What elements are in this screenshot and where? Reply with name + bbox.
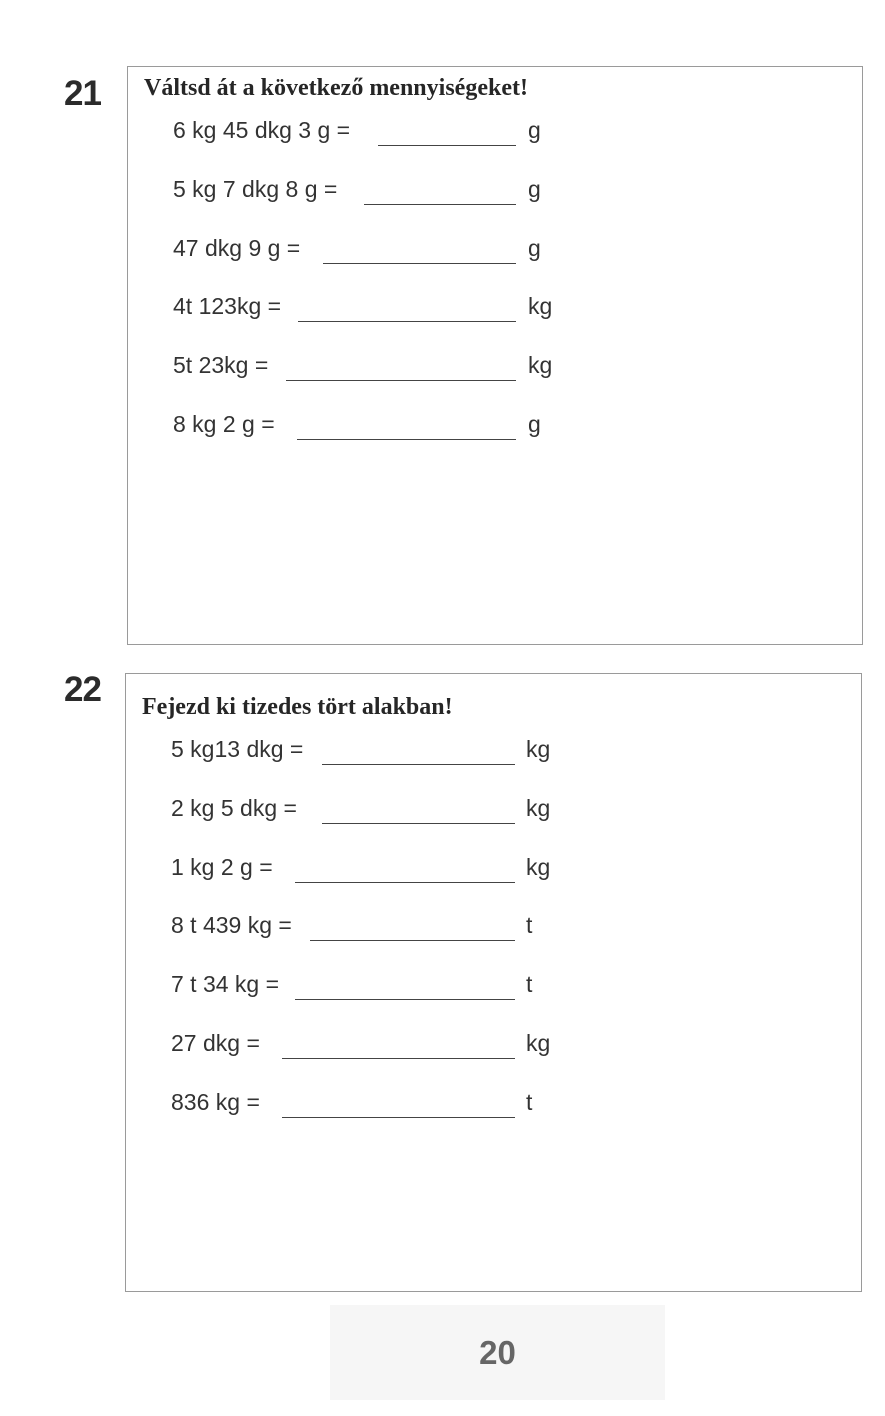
conversion-row: [128, 411, 862, 451]
conversion-unit: g: [528, 235, 541, 261]
conversion-row: [126, 1089, 861, 1129]
answer-blank[interactable]: [323, 263, 516, 264]
conversion-expression: 4t 123kg =: [173, 293, 282, 319]
conversion-expression: 6 kg 45 dkg 3 g =: [173, 117, 351, 143]
conversion-unit: t: [526, 971, 533, 997]
exercise-box: [125, 673, 862, 1292]
conversion-unit: kg: [526, 736, 551, 762]
exercise-number: 22: [64, 670, 101, 709]
conversion-row: [128, 293, 862, 333]
conversion-unit: g: [528, 176, 541, 202]
conversion-expression: 47 dkg 9 g =: [173, 235, 301, 261]
conversion-expression: 836 kg =: [171, 1089, 260, 1115]
conversion-expression: 5t 23kg =: [173, 352, 269, 378]
conversion-unit: g: [528, 117, 541, 143]
conversion-unit: t: [526, 1089, 533, 1115]
answer-blank[interactable]: [322, 764, 515, 765]
conversion-unit: kg: [526, 795, 551, 821]
conversion-row: [128, 352, 862, 392]
answer-blank[interactable]: [310, 940, 515, 941]
conversion-expression: 7 t 34 kg =: [171, 971, 280, 997]
conversion-expression: 5 kg 7 dkg 8 g =: [173, 176, 338, 202]
conversion-row: [126, 971, 861, 1011]
conversion-row: [128, 235, 862, 275]
conversion-expression: 1 kg 2 g =: [171, 854, 273, 880]
answer-blank[interactable]: [286, 380, 516, 381]
conversion-unit: kg: [528, 293, 553, 319]
conversion-row: [126, 1030, 861, 1070]
conversion-expression: 5 kg13 dkg =: [171, 736, 304, 762]
answer-blank[interactable]: [298, 321, 516, 322]
conversion-unit: kg: [526, 1030, 551, 1056]
answer-blank[interactable]: [282, 1058, 515, 1059]
conversion-unit: kg: [526, 854, 551, 880]
conversion-row: [128, 117, 862, 157]
conversion-unit: t: [526, 912, 533, 938]
page-number: 20: [330, 1305, 665, 1400]
exercise-box: [127, 66, 863, 645]
conversion-expression: 2 kg 5 dkg =: [171, 795, 297, 821]
answer-blank[interactable]: [295, 882, 515, 883]
exercise-title: Fejezd ki tizedes tört alakban!: [142, 694, 453, 720]
answer-blank[interactable]: [322, 823, 515, 824]
conversion-expression: 8 kg 2 g =: [173, 411, 275, 437]
conversion-unit: kg: [528, 352, 553, 378]
conversion-row: [128, 176, 862, 216]
answer-blank[interactable]: [364, 204, 516, 205]
answer-blank[interactable]: [295, 999, 515, 1000]
conversion-row: [126, 912, 861, 952]
conversion-row: [126, 854, 861, 894]
answer-blank[interactable]: [378, 145, 516, 146]
exercise-title: Váltsd át a következő mennyiségeket!: [144, 75, 528, 101]
conversion-expression: 8 t 439 kg =: [171, 912, 292, 938]
conversion-row: [126, 736, 861, 776]
conversion-unit: g: [528, 411, 541, 437]
conversion-expression: 27 dkg =: [171, 1030, 260, 1056]
conversion-row: [126, 795, 861, 835]
answer-blank[interactable]: [297, 439, 516, 440]
exercise-number: 21: [64, 74, 101, 113]
answer-blank[interactable]: [282, 1117, 515, 1118]
